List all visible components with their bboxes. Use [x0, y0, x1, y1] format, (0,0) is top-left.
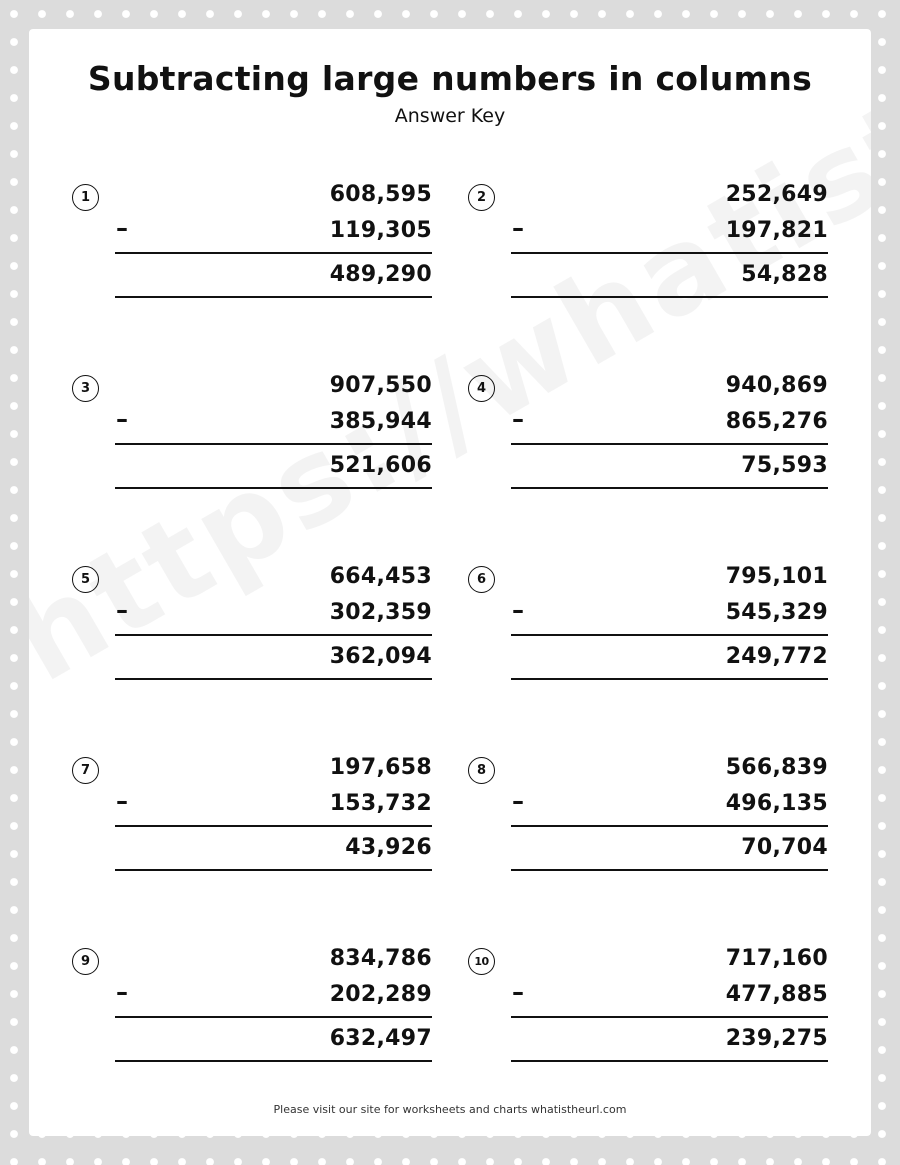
difference: 239,275	[725, 1026, 828, 1051]
page-title: Subtracting large numbers in columns	[87, 59, 813, 98]
difference: 521,606	[329, 453, 432, 478]
problem-number-badge: 7	[72, 757, 99, 784]
answer-line	[115, 678, 432, 680]
minus-sign: –	[512, 787, 524, 815]
difference: 43,926	[345, 835, 432, 860]
minus-sign: –	[512, 596, 524, 624]
operation-line	[511, 634, 828, 636]
operation-line	[115, 825, 432, 827]
minus-sign: –	[116, 787, 128, 815]
minus-sign: –	[116, 596, 128, 624]
problem-1	[72, 182, 432, 312]
operation-line	[115, 1016, 432, 1018]
answer-line	[511, 678, 828, 680]
problem-number-badge: 4	[468, 375, 495, 402]
difference: 632,497	[329, 1026, 432, 1051]
minuend: 907,550	[329, 373, 432, 398]
minuend: 717,160	[725, 946, 828, 971]
minuend: 940,869	[725, 373, 828, 398]
problem-3	[72, 373, 432, 503]
problem-6	[468, 564, 828, 694]
minus-sign: –	[512, 978, 524, 1006]
subtrahend: 197,821	[725, 218, 828, 243]
operation-line	[511, 825, 828, 827]
difference: 54,828	[741, 262, 828, 287]
problem-9	[72, 946, 432, 1076]
minus-sign: –	[116, 978, 128, 1006]
subtrahend: 545,329	[725, 600, 828, 625]
problem-5	[72, 564, 432, 694]
minuend: 566,839	[725, 755, 828, 780]
minuend: 834,786	[329, 946, 432, 971]
problem-7	[72, 755, 432, 885]
answer-line	[511, 869, 828, 871]
minuend: 664,453	[329, 564, 432, 589]
answer-line	[511, 296, 828, 298]
answer-line	[511, 487, 828, 489]
difference: 70,704	[741, 835, 828, 860]
minuend: 252,649	[725, 182, 828, 207]
operation-line	[511, 252, 828, 254]
minuend: 608,595	[329, 182, 432, 207]
problem-2	[468, 182, 828, 312]
subtrahend: 202,289	[329, 982, 432, 1007]
subtrahend: 119,305	[329, 218, 432, 243]
worksheet-page	[29, 29, 871, 1136]
difference: 75,593	[741, 453, 828, 478]
subtrahend: 385,944	[329, 409, 432, 434]
answer-line	[115, 296, 432, 298]
problem-10	[468, 946, 828, 1076]
problem-number-badge: 1	[72, 184, 99, 211]
minus-sign: –	[116, 214, 128, 242]
problem-number-badge: 3	[72, 375, 99, 402]
difference: 249,772	[725, 644, 828, 669]
minus-sign: –	[116, 405, 128, 433]
page-subtitle: Answer Key	[394, 105, 506, 127]
operation-line	[115, 252, 432, 254]
footer-note: Please visit our site for worksheets and charts whatistheurl.com	[273, 1103, 627, 1116]
answer-line	[115, 1060, 432, 1062]
operation-line	[511, 1016, 828, 1018]
problem-number-badge: 2	[468, 184, 495, 211]
answer-line	[511, 1060, 828, 1062]
operation-line	[511, 443, 828, 445]
answer-line	[115, 869, 432, 871]
subtrahend: 496,135	[725, 791, 828, 816]
answer-line	[115, 487, 432, 489]
subtrahend: 865,276	[725, 409, 828, 434]
subtrahend: 302,359	[329, 600, 432, 625]
problem-number-badge: 8	[468, 757, 495, 784]
difference: 489,290	[329, 262, 432, 287]
difference: 362,094	[329, 644, 432, 669]
problem-8	[468, 755, 828, 885]
operation-line	[115, 634, 432, 636]
operation-line	[115, 443, 432, 445]
minus-sign: –	[512, 214, 524, 242]
minus-sign: –	[512, 405, 524, 433]
problem-number-badge: 9	[72, 948, 99, 975]
problem-4	[468, 373, 828, 503]
subtrahend: 477,885	[725, 982, 828, 1007]
problem-number-badge: 10	[468, 948, 495, 975]
subtrahend: 153,732	[329, 791, 432, 816]
problem-number-badge: 6	[468, 566, 495, 593]
problem-number-badge: 5	[72, 566, 99, 593]
minuend: 795,101	[725, 564, 828, 589]
minuend: 197,658	[329, 755, 432, 780]
